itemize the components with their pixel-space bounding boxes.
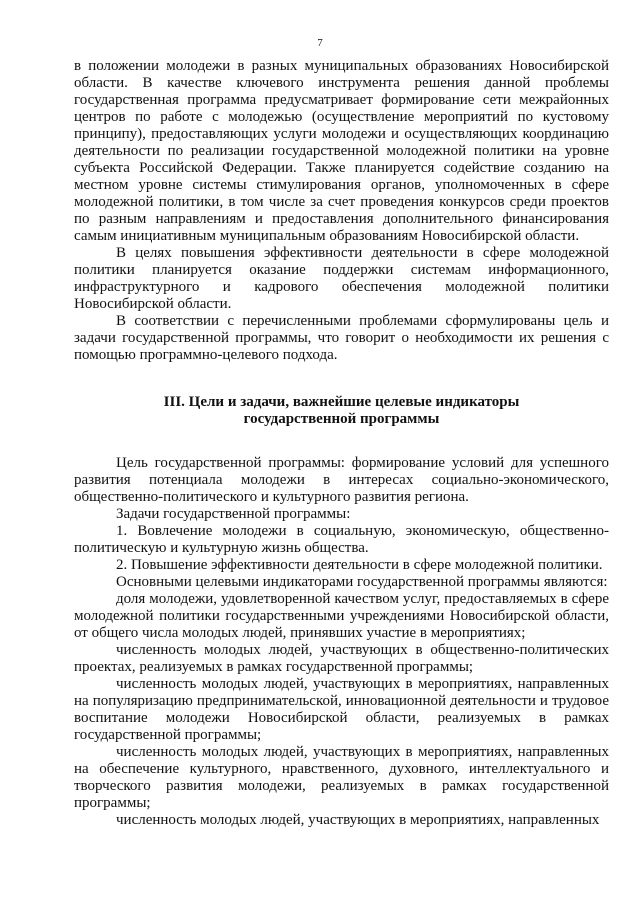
paragraph-efficiency: В целях повышения эффективности деятельности в сфере молодежной политики планируется оказание поддержки системам информационного, инфраструктурного и кадрового обеспечения молодежной политики Новосибирской области.	[74, 245, 609, 312]
paragraph-task-2: 2. Повышение эффективности деятельности в сфере молодежной политики.	[116, 557, 603, 573]
paragraph-indicators-heading: Основными целевыми индикаторами государственной программы являются:	[116, 574, 608, 590]
paragraph-program-goal: Цель государственной программы: формирование условий для успешного развития потенциала молодежи в интересах социально-экономического, общественно-политического и культурного развития региона.	[74, 455, 609, 505]
section-heading	[74, 394, 609, 428]
paragraph-indicator-2: численность молодых людей, участвующих в общественно-политических проектах, реализуемых в рамках государственной программы;	[74, 642, 609, 675]
paragraph-continuation: в положении молодежи в разных муниципальных образованиях Новосибирской области. В качестве ключевого инструмента решения данной проблемы государственная программа предусматривает формирование сети межрайонных центров по работе с молодежью (осуществление мероприятий по кустовому принципу), предоставляющих услуги молодежи и осуществляющих координацию деятельности по реализации государственной молодежной политики на уровне субъекта Российской Федерации. Также планируется содействие созданию на местном уровне системы стимулирования органов, уполномоченных в сфере молодежной политики, в том числе за счет проведения конкурсов среди проектов по разным направлениям и предоставления дополнительного финансирования самым инициативным муниципальным образованиям Новосибирской области.	[74, 58, 609, 244]
paragraph-task-1: 1. Вовлечение молодежи в социальную, экономическую, общественно-политическую и культурную жизнь общества.	[74, 523, 609, 556]
document-body	[74, 58, 609, 829]
page-number: 7	[317, 37, 323, 49]
paragraph-indicator-5: численность молодых людей, участвующих в мероприятиях, направленных	[116, 812, 600, 828]
section-heading-line-2: государственной программы	[243, 411, 440, 427]
paragraph-indicator-3: численность молодых людей, участвующих в мероприятиях, направленных на популяризацию предпринимательской, инновационной деятельности и трудовое воспитание молодежи Новосибирской области, реализуемых в рамках государственной программы;	[74, 676, 609, 743]
paragraph-goals-intro: В соответствии с перечисленными проблемами сформулированы цель и задачи государственной программы, что говорит о необходимости их решения с помощью программно-целевого подхода.	[74, 313, 609, 363]
paragraph-indicator-4: численность молодых людей, участвующих в мероприятиях, направленных на обеспечение культурного, нравственного, духовного, интеллектуального и творческого развития молодежи, реализуемых в рамках государственной программы;	[74, 744, 609, 811]
paragraph-indicator-1: доля молодежи, удовлетворенной качеством услуг, предоставляемых в сфере молодежной политики государственными учреждениями Новосибирской области, от общего числа молодых людей, принявших участие в мероприятиях;	[74, 591, 609, 641]
section-heading-line-1: III. Цели и задачи, важнейшие целевые индикаторы	[163, 394, 520, 410]
paragraph-tasks-heading: Задачи государственной программы:	[116, 506, 351, 522]
